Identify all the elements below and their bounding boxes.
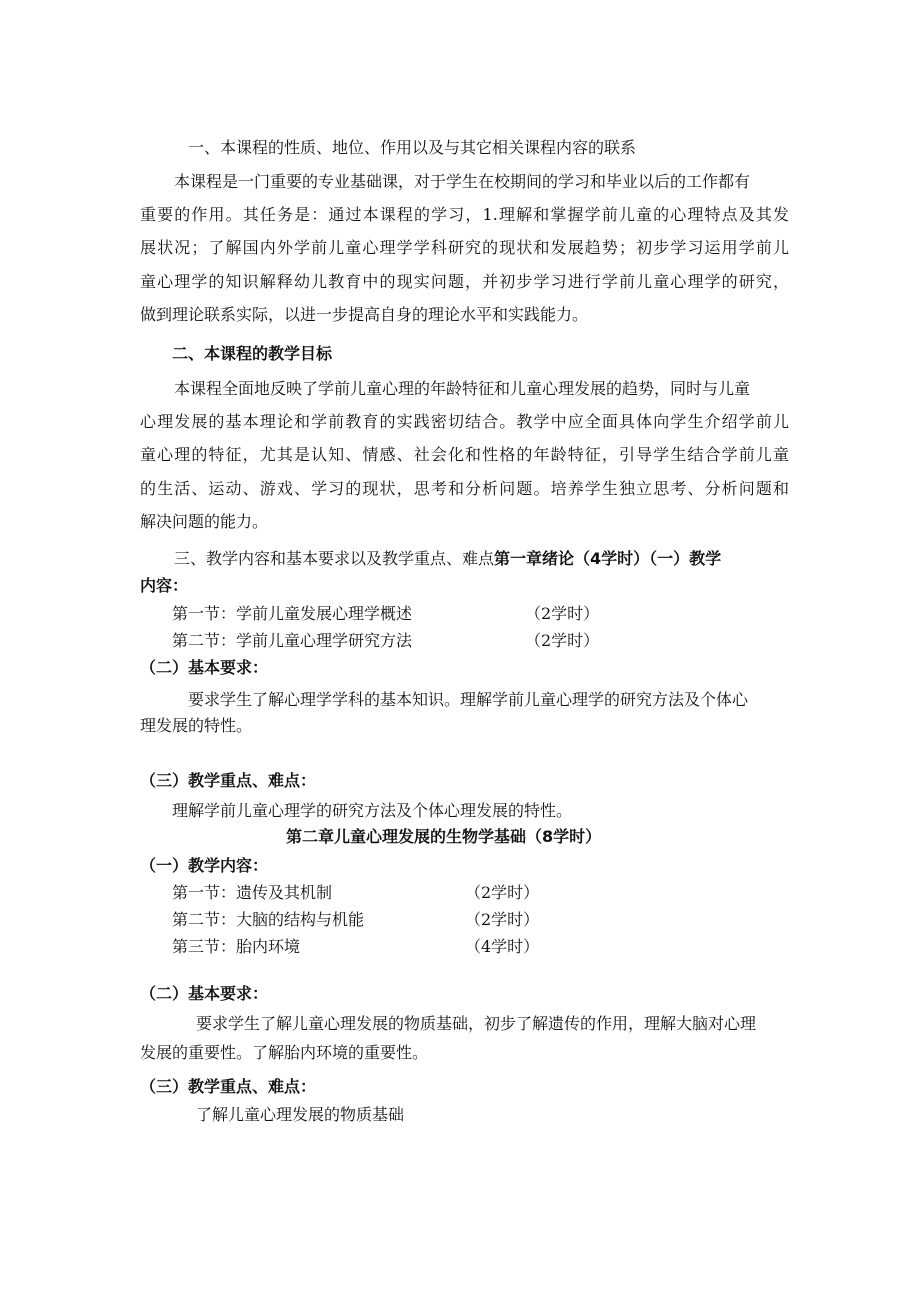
section3-heading-cont: 内容： <box>140 576 189 595</box>
section1-para-line: 做到理论联系实际，以进一步提高自身的理论水平和实践能力。 <box>140 305 589 324</box>
section2-para-line: 解决问题的能力。 <box>140 512 269 531</box>
chapter1-key-text: 理解学前儿童心理学的研究方法及个体心理发展的特性。 <box>172 801 573 820</box>
chapter2-key-heading: （三）教学重点、难点： <box>140 1077 317 1096</box>
chapter2-section-hours: （2学时） <box>465 910 540 929</box>
chapter2-title: 第二章儿童心理发展的生物学基础（8学时） <box>286 827 602 846</box>
section2-para-line: 的生活、运动、游戏、学习的现状，思考和分析问题。培养学生独立思考、分析问题和 <box>140 479 789 498</box>
section1-para-line: 展状况；了解国内外学前儿童心理学学科研究的现状和发展趋势；初步学习运用学前儿 <box>140 238 789 257</box>
chapter1-section-hours: （2学时） <box>525 631 600 650</box>
chapter2-key-text: 了解儿童心理发展的物质基础 <box>196 1105 405 1124</box>
chapter1-req-para-line: 理发展的特性。 <box>140 716 253 735</box>
section3-heading-plain: 三、教学内容和基本要求以及教学重点、难点 <box>174 549 495 568</box>
chapter1-key-heading: （三）教学重点、难点： <box>140 771 317 790</box>
chapter2-section-title: 第一节：遗传及其机制 <box>172 883 333 902</box>
chapter2-section-hours: （2学时） <box>465 883 540 902</box>
chapter1-section-title: 第二节：学前儿童心理学研究方法 <box>172 631 413 650</box>
section2-para-line: 童心理的特征，尤其是认知、情感、社会化和性格的年龄特征，引导学生结合学前儿童 <box>140 445 789 464</box>
chapter2-section-hours: （4学时） <box>465 937 540 956</box>
section2-para-line: 本课程全面地反映了学前儿童心理的年龄特征和儿童心理发展的趋势，同时与儿童 <box>174 379 751 398</box>
chapter2-req-para-line: 发展的重要性。了解胎内环境的重要性。 <box>140 1043 429 1062</box>
chapter2-section-title: 第三节：胎内环境 <box>172 937 301 956</box>
chapter1-req-para-line: 要求学生了解心理学学科的基本知识。理解学前儿童心理学的研究方法及个体心 <box>188 690 749 709</box>
chapter1-section-hours: （2学时） <box>525 604 600 623</box>
chapter2-section-title: 第二节：大脑的结构与机能 <box>172 910 365 929</box>
chapter2-req-heading: （二）基本要求： <box>140 984 269 1003</box>
chapter1-section-title: 第一节：学前儿童发展心理学概述 <box>172 604 413 623</box>
chapter2-content-heading: （一）教学内容： <box>140 856 269 875</box>
section1-heading: 一、本课程的性质、地位、作用以及与其它相关课程内容的联系 <box>188 138 637 157</box>
section1-para-line: 本课程是一门重要的专业基础课，对于学生在校期间的学习和毕业以后的工作都有 <box>174 172 751 191</box>
chapter1-req-heading: （二）基本要求： <box>140 658 269 677</box>
chapter2-req-para-line: 要求学生了解儿童心理发展的物质基础，初步了解遗传的作用，理解大脑对心理 <box>196 1014 757 1033</box>
section3-heading <box>174 548 721 570</box>
section1-para-line: 重要的作用。其任务是：通过本课程的学习，1.理解和掌握学前儿童的心理特点及其发 <box>140 205 789 224</box>
section2-heading: 二、本课程的教学目标 <box>172 344 333 363</box>
section2-para-line: 心理发展的基本理论和学前教育的实践密切结合。教学中应全面具体向学生介绍学前儿 <box>140 412 789 431</box>
chapter1-title: 第一章绪论（4学时）（一）教学 <box>494 549 722 568</box>
section1-para-line: 童心理学的知识解释幼儿教育中的现实问题，并初步学习进行学前儿童心理学的研究， <box>140 272 789 291</box>
